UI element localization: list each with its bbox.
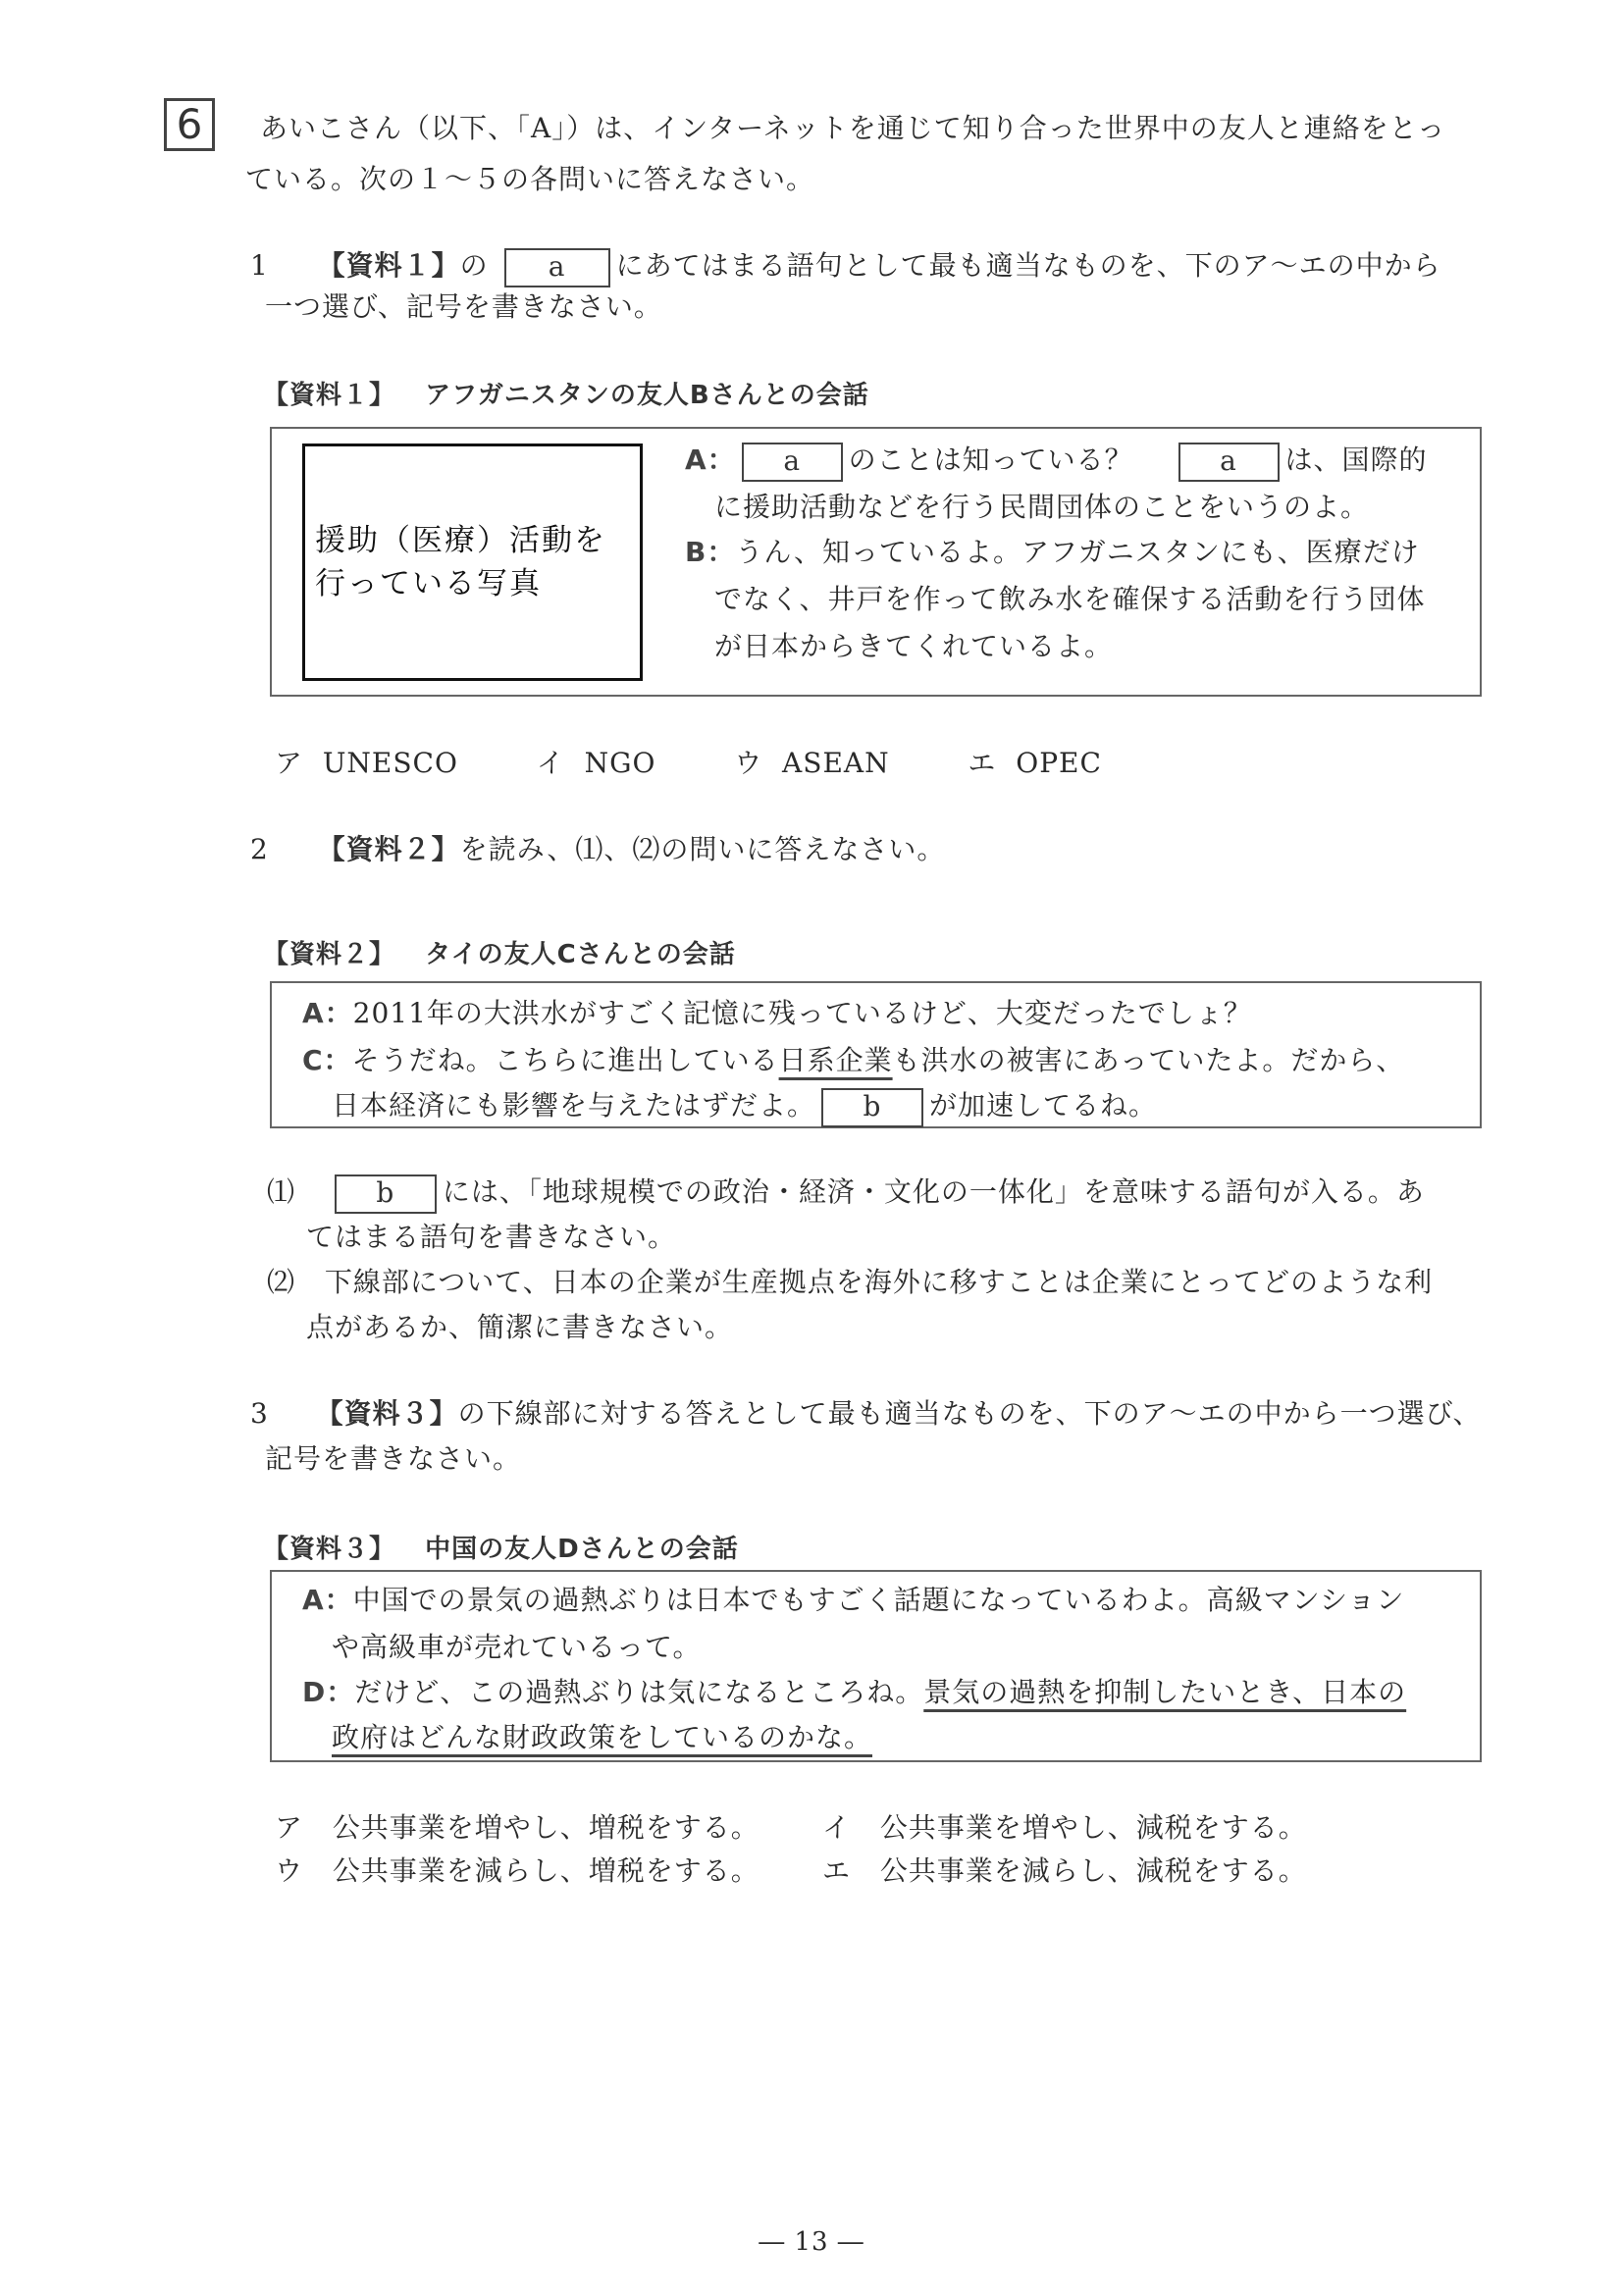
photo-placeholder — [302, 444, 643, 681]
material-2-ref: 【資料２】 — [263, 940, 396, 969]
q2-number: 2 — [250, 833, 269, 865]
dialog-blank-a-1: a — [742, 443, 843, 482]
photo-caption-line-2: 行っている写真 — [315, 566, 542, 601]
q2-sub1-text: には、「地球規模での政治・経済・文化の一体化」を意味する語句が入る。あ — [442, 1175, 1425, 1208]
q3-choice-a[interactable]: ア 公共事業を増やし、増税をする。 — [275, 1811, 759, 1844]
q1-prompt-rest: にあてはまる語句として最も適当なものを、下のア～エの中から — [615, 249, 1441, 282]
dialog-2-c-post: も洪水の被害にあっていたよ。だから、 — [892, 1044, 1405, 1076]
dialog-1-a-line-2: に援助活動などを行う民間団体のことをいうのよ。 — [714, 491, 1370, 523]
q2-prompt — [250, 827, 945, 872]
q2-sub1-line-2: てはまる語句を書きなさい。 — [306, 1221, 677, 1253]
q2-sub2-line-2: 点があるか、簡潔に書きなさい。 — [306, 1311, 734, 1343]
dialog-2-c-line2-pre: 日本経済にも影響を与えたはずだよ。 — [332, 1089, 816, 1122]
dialog-3-a-line-2: や高級車が売れているって。 — [332, 1631, 702, 1663]
q2-sub2-label: ⑵ — [267, 1266, 296, 1298]
question-number-box: 6 — [164, 98, 215, 151]
underlined-fiscal-policy-question-1: 景気の過熱を抑制したいとき、日本の — [923, 1676, 1407, 1708]
material-3-title-text: 中国の友人Dさんとの会話 — [425, 1535, 739, 1564]
q3-number: 3 — [250, 1397, 269, 1430]
q3-choice-u[interactable]: ウ 公共事業を減らし、増税をする。 — [275, 1854, 759, 1887]
q1-answer-blank-a: a — [504, 248, 610, 287]
material-1-title — [263, 373, 869, 418]
q3-prompt-rest: の下線部に対する答えとして最も適当なものを、下のア～エの中から一つ選び、 — [457, 1397, 1482, 1430]
dialog-1-a-mid: のことは知っている？ — [848, 444, 1133, 476]
dialog-3-d-line-1 — [302, 1670, 1406, 1715]
q3-choice-e[interactable]: エ 公共事業を減らし、減税をする。 — [822, 1854, 1307, 1887]
q2-prompt-rest: を読み、⑴、⑵の問いに答えなさい。 — [459, 833, 946, 865]
choice-e[interactable]: エ OPEC — [968, 747, 1102, 779]
dialog-blank-b: b — [821, 1088, 923, 1127]
underlined-fiscal-policy-question-2: 政府はどんな財政政策をしているのかな。 — [332, 1721, 873, 1753]
material-1-ref: 【資料１】 — [263, 381, 396, 410]
dialog-1-a-line-1 — [685, 438, 1428, 483]
q2-sub1-blank-b: b — [335, 1174, 437, 1214]
dialog-3-a-line-1 — [302, 1578, 1404, 1623]
dialog-1-a-end: は、国際的 — [1284, 444, 1428, 476]
speaker-c: C： — [302, 1044, 352, 1076]
q1-prompt-line-1 — [250, 243, 1441, 288]
dialog-2-a-text: 2011年の大洪水がすごく記憶に残っているけど、大変だったでしょ？ — [352, 997, 1252, 1029]
speaker-a: A： — [302, 1584, 353, 1616]
dialog-1-b-line-3: が日本からきてくれているよ。 — [714, 630, 1114, 662]
dialog-3-d-line-2 — [332, 1715, 872, 1760]
q1-material-ref: 【資料１】 — [317, 249, 460, 282]
dialog-2-a-line — [302, 991, 1252, 1036]
choice-i[interactable]: イ NGO — [536, 747, 656, 779]
dialog-2-c-line-1 — [302, 1038, 1404, 1083]
choice-a[interactable]: ア UNESCO — [275, 747, 458, 779]
q1-particle: の — [459, 249, 489, 282]
q2-sub2-line-1 — [267, 1260, 1433, 1305]
q2-sub1-label: ⑴ — [267, 1175, 296, 1208]
speaker-a: A： — [302, 997, 353, 1029]
material-2-title-text: タイの友人Cさんとの会話 — [425, 940, 736, 969]
q1-number: 1 — [250, 249, 269, 282]
q2-sub1-line-1 — [267, 1170, 1425, 1215]
dialog-2-c-line2-post: が加速してるね。 — [929, 1089, 1158, 1122]
material-3-title — [263, 1527, 739, 1572]
photo-caption-line-1: 援助（医療）活動を — [315, 523, 606, 558]
dialog-1-b-text-1: うん、知っているよ。アフガニスタンにも、医療だけ — [735, 536, 1420, 568]
dialog-1-b-line-2: でなく、井戸を作って飲み水を確保する活動を行う団体 — [714, 583, 1426, 615]
choice-u[interactable]: ウ ASEAN — [734, 747, 890, 779]
dialog-2-c-line-2 — [332, 1083, 1157, 1128]
q1-choices — [275, 741, 1102, 786]
page-number: ― 13 ― — [759, 2227, 864, 2257]
q3-prompt-line-1 — [250, 1391, 1482, 1436]
material-1-title-text: アフガニスタンの友人Bさんとの会話 — [425, 381, 869, 410]
dialog-2-c-pre: そうだね。こちらに進出している — [351, 1044, 779, 1076]
intro-line-1: あいこさん（以下、「A」）は、インターネットを通じて知り合った世界中の友人と連絡をとっ — [260, 112, 1446, 144]
material-3-ref: 【資料３】 — [263, 1535, 396, 1564]
q3-prompt-line-2: 記号を書きなさい。 — [265, 1442, 522, 1475]
q3-choice-i[interactable]: イ 公共事業を増やし、減税をする。 — [822, 1811, 1307, 1844]
q3-material-ref: 【資料３】 — [315, 1397, 458, 1430]
dialog-3-a-text-1: 中国での景気の過熱ぶりは日本でもすごく話題になっているわよ。高級マンション — [352, 1584, 1405, 1616]
q2-sub2-text: 下線部について、日本の企業が生産拠点を海外に移すことは企業にとってどのような利 — [324, 1266, 1434, 1298]
dialog-1-b-line-1 — [685, 530, 1420, 575]
intro-line-2: ている。次の１～５の各問いに答えなさい。 — [245, 163, 815, 195]
dialog-blank-a-2: a — [1178, 443, 1280, 482]
q2-material-ref: 【資料２】 — [317, 833, 460, 865]
underlined-japanese-companies: 日系企業 — [778, 1044, 893, 1076]
speaker-a: A： — [685, 444, 736, 476]
material-2-title — [263, 932, 736, 977]
speaker-d: D： — [302, 1676, 355, 1708]
dialog-3-d-pre: だけど、この過熱ぶりは気になるところね。 — [354, 1676, 924, 1708]
q1-prompt-line-2: 一つ選び、記号を書きなさい。 — [265, 290, 662, 323]
speaker-b: B： — [685, 536, 736, 568]
